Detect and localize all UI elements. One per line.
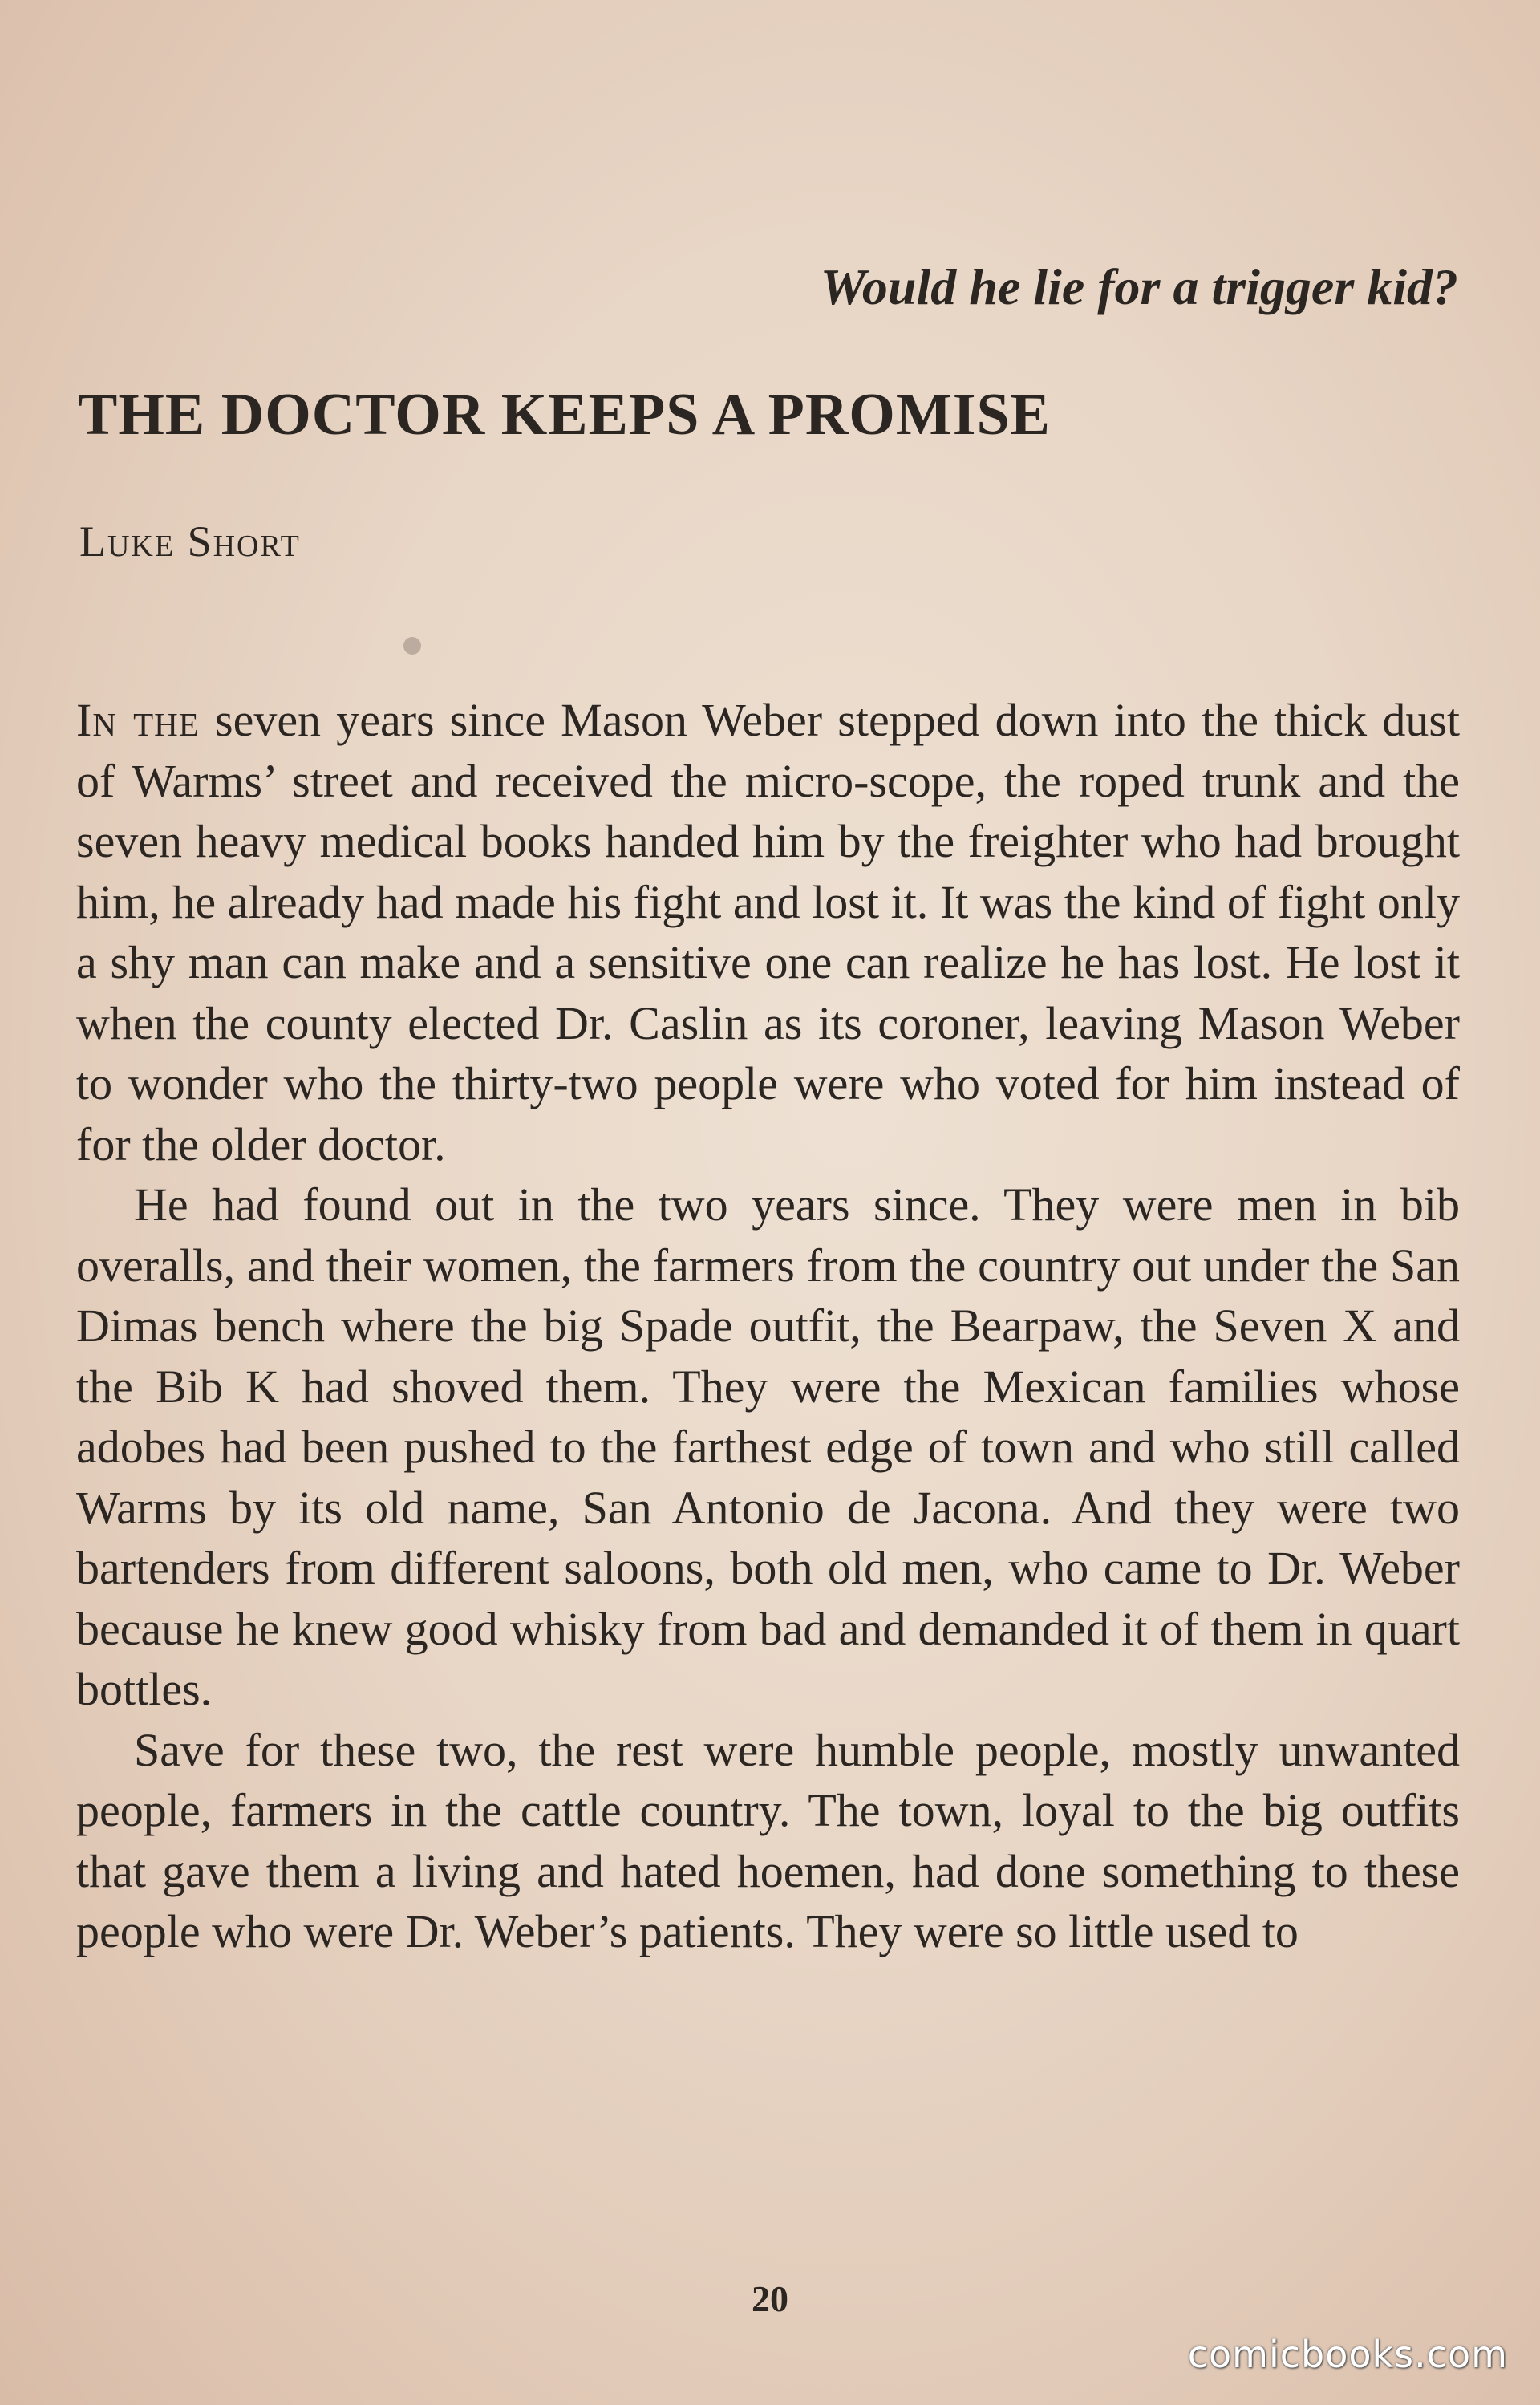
paragraph-1-text: seven years since Mason Weber stepped down into the thick dust of Warms’ street and received the micro-scope, the roped trunk and the seven heavy medical books handed him by the freighter who had brought him, he already had made his fight and lost it. It was the kind of fight only a shy man can make and a sensitive one can realize he has lost. He lost it when the county elected Dr. Caslin as its coroner, leaving Mason Weber to wonder who the thirty-two people were who voted for him instead of for the older doctor. xyxy=(76,694,1461,1170)
lead-in-small-caps: In the xyxy=(76,694,200,746)
page-number: 20 xyxy=(752,2278,788,2319)
story-paragraph-3: Save for these two, the rest were humble people, mostly unwanted people, farmers in the cattle country. The town, loyal to the big outfits that gave them a living and hated hoemen, had done something to these people who were Dr. Weber’s patients. They were so little used to xyxy=(76,1723,1460,1957)
story-paragraph-2: He had found out in the two years since. They were men in bib overalls, and their women, the farmers from the country out under the San Dimas bench where the big Spade outfit, the Bearpaw, the Seven X and the Bib K had shoved them. They were the Mexican families whose adobes had been pushed to the farthest edge of town and who still called Warms by its old name, San Antonio de Jacona. And they were two bartenders from different saloons, both old men, who came to Dr. Weber because he knew good whisky from bad and demanded it of them in quart bottles. xyxy=(76,1178,1460,1715)
story-body xyxy=(76,690,1460,1962)
ornament-dot xyxy=(403,637,421,655)
story-title: THE DOCTOR KEEPS A PROMISE xyxy=(78,382,1051,448)
story-paragraph-1 xyxy=(76,690,1460,1174)
story-author: Luke Short xyxy=(79,517,301,566)
story-tagline: Would he lie for a trigger kid? xyxy=(820,258,1458,315)
site-watermark: comicbooks.com xyxy=(1187,2333,1508,2376)
